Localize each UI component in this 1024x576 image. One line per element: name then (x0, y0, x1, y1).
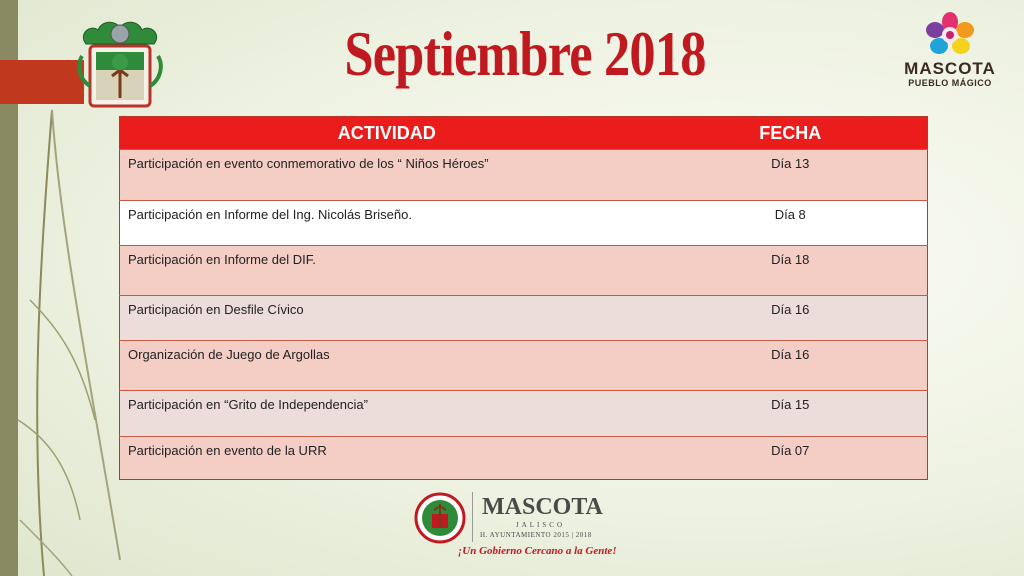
date-cell: Día 8 (654, 201, 928, 246)
header-activity: ACTIVIDAD (120, 117, 654, 150)
table-row (120, 437, 928, 480)
date-cell: Día 16 (654, 341, 928, 391)
activity-cell: Organización de Juego de Argollas (120, 341, 654, 391)
date-cell: Día 15 (654, 391, 928, 437)
table-row (120, 391, 928, 437)
footer-council: H. AYUNTAMIENTO 2015 | 2018 (480, 531, 592, 539)
table-row (120, 341, 928, 391)
date-cell: Día 07 (654, 437, 928, 480)
activity-cell: Participación en evento conmemorativo de los “ Niños Héroes” (120, 150, 654, 201)
activity-cell: Participación en Informe del DIF. (120, 246, 654, 296)
activity-cell: Participación en Informe del Ing. Nicolás Briseño. (120, 201, 654, 246)
flower-icon (925, 12, 975, 58)
brand-name: MASCOTA (904, 59, 996, 78)
date-cell: Día 13 (654, 150, 928, 201)
activity-cell: Participación en evento de la URR (120, 437, 654, 480)
footer-logo (412, 488, 617, 568)
table-row (120, 201, 928, 246)
header-date: FECHA (654, 117, 928, 150)
table-row (120, 150, 928, 201)
footer-slogan: ¡Un Gobierno Cercano a la Gente! (458, 545, 617, 557)
activities-table (119, 116, 928, 480)
council-seal-icon (414, 492, 466, 544)
footer-state: JALISCO (516, 521, 566, 529)
table-row (120, 296, 928, 341)
table-header-row (120, 117, 928, 150)
brand-tagline: PUEBLO MÁGICO (908, 78, 992, 88)
table-row (120, 246, 928, 296)
pueblo-magico-logo (900, 12, 1000, 102)
activity-cell: Participación en Desfile Cívico (120, 296, 654, 341)
date-cell: Día 18 (654, 246, 928, 296)
footer-name: MASCOTA (482, 494, 603, 520)
activity-cell: Participación en “Grito de Independencia” (120, 391, 654, 437)
municipal-crest-logo (76, 16, 164, 112)
date-cell: Día 16 (654, 296, 928, 341)
page-title: Septiembre 2018 (344, 18, 706, 89)
footer-divider (472, 492, 473, 542)
